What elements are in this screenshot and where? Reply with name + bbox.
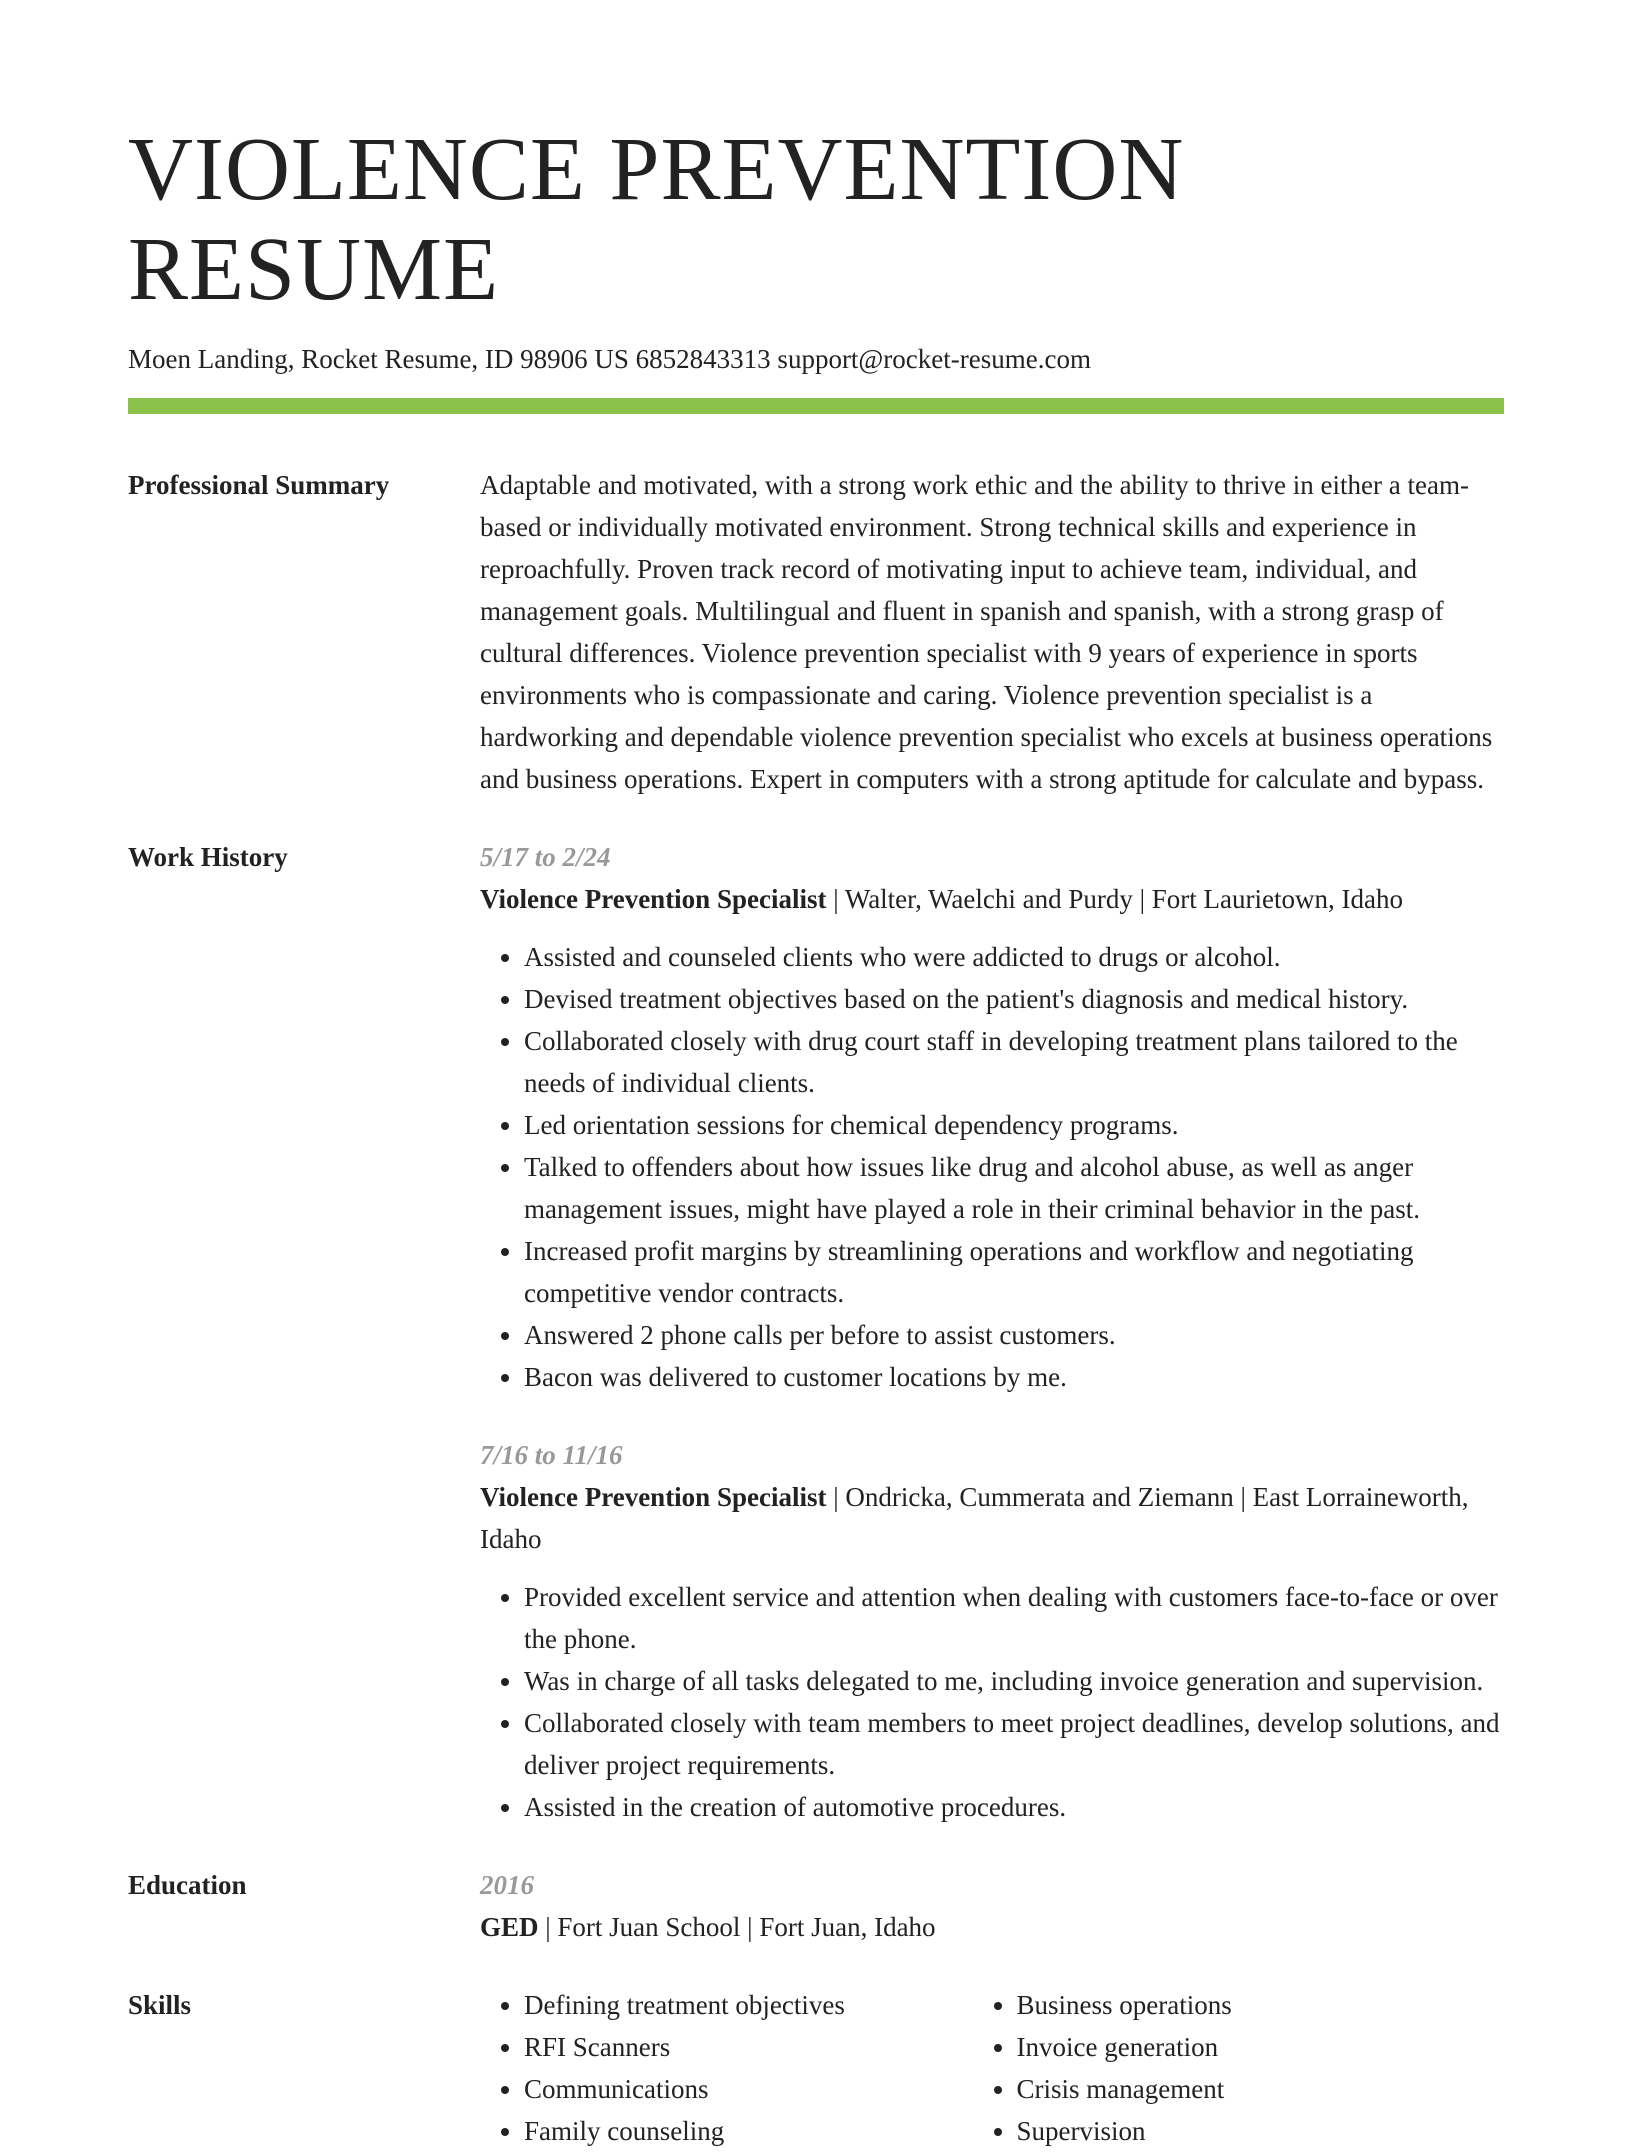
skills-section [128, 1984, 1504, 2152]
job-heading [480, 878, 1504, 920]
job-dates: 5/17 to 2/24 [480, 842, 611, 872]
list-item: • Collaborated closely with drug court staff in developing treatment plans tailored to the needs of individual clients. [524, 1020, 1504, 1104]
list-item: • Collaborated closely with team members to meet project deadlines, develop solutions, and deliver project requirements. [524, 1702, 1504, 1786]
list-item: • Invoice generation [1017, 2026, 1505, 2068]
list-item: • Supervision [1017, 2110, 1505, 2152]
job-details: | Ondricka, Cummerata and Ziemann | East Lorraineworth, Idaho [480, 1482, 1469, 1554]
education-details: | Fort Juan School | Fort Juan, Idaho [538, 1912, 936, 1942]
list-item: • Crisis management [1017, 2068, 1505, 2110]
work-history-section [128, 836, 1504, 1828]
job-heading [480, 1476, 1504, 1560]
section-label: Education [128, 1870, 247, 1900]
job-entry [480, 836, 1504, 1398]
work-history-body [480, 836, 1504, 1828]
list-item: • Devised treatment objectives based on the patient's diagnosis and medical history. [524, 978, 1504, 1020]
job-duties [480, 936, 1504, 1398]
degree: GED [480, 1912, 539, 1942]
section-label: Skills [128, 1990, 192, 2020]
job-title: Violence Prevention Specialist [480, 884, 827, 914]
list-item: • Increased profit margins by streamlining operations and workflow and negotiating competitive vendor contracts. [524, 1230, 1504, 1314]
job-duties [480, 1576, 1504, 1828]
header-divider [128, 398, 1504, 414]
list-item: • Business operations [1017, 1984, 1505, 2026]
job-entry [480, 1434, 1504, 1828]
list-item: • Assisted and counseled clients who were addicted to drugs or alcohol. [524, 936, 1504, 978]
skills-body [480, 1984, 1504, 2152]
skills-list-right [973, 1984, 1505, 2152]
job-dates: 7/16 to 11/16 [480, 1440, 623, 1470]
list-item: • Led orientation sessions for chemical dependency programs. [524, 1104, 1504, 1146]
list-item: • Assisted in the creation of automotive procedures. [524, 1786, 1504, 1828]
list-item: • Provided excellent service and attention when dealing with customers face-to-face or over the phone. [524, 1576, 1504, 1660]
contact-line: Moen Landing, Rocket Resume, ID 98906 US 6852843313 support@rocket-resume.com [128, 344, 1091, 374]
job-details: | Walter, Waelchi and Purdy | Fort Laurietown, Idaho [826, 884, 1403, 914]
list-item: • Was in charge of all tasks delegated to me, including invoice generation and supervision. [524, 1660, 1504, 1702]
summary-text: Adaptable and motivated, with a strong work ethic and the ability to thrive in either a team-based or individually motivated environment. Strong technical skills and experience in reproachfully. Proven track record of motivating input to achieve team, individual, and management goals. Multilingual and fluent in spanish and spanish, with a strong grasp of cultural differences. Violence prevention specialist with 9 years of experience in sports environments who is compassionate and caring. Violence prevention specialist is a hardworking and dependable violence prevention specialist who excels at business operations and business operations. Expert in computers with a strong aptitude for calculate and bypass. [480, 470, 1493, 794]
list-item: • Defining treatment objectives [524, 1984, 973, 2026]
section-label: Work History [128, 842, 288, 872]
list-item: • RFI Scanners [524, 2026, 973, 2068]
list-item: • Family counseling [524, 2110, 973, 2152]
education-heading [480, 1906, 1504, 1948]
list-item: • Bacon was delivered to customer locations by me. [524, 1356, 1504, 1398]
professional-summary-section [128, 464, 1504, 800]
education-year: 2016 [480, 1870, 534, 1900]
list-item: • Answered 2 phone calls per before to assist customers. [524, 1314, 1504, 1356]
list-item: • Communications [524, 2068, 973, 2110]
job-title: Violence Prevention Specialist [480, 1482, 827, 1512]
resume-title: VIOLENCE PREVENTION RESUME [128, 120, 1185, 319]
list-item: • Talked to offenders about how issues like drug and alcohol abuse, as well as anger management issues, might have played a role in their criminal behavior in the past. [524, 1146, 1504, 1230]
skills-list-left [480, 1984, 973, 2152]
education-section [128, 1864, 1504, 1948]
education-body [480, 1864, 1504, 1948]
section-label: Professional Summary [128, 470, 390, 500]
